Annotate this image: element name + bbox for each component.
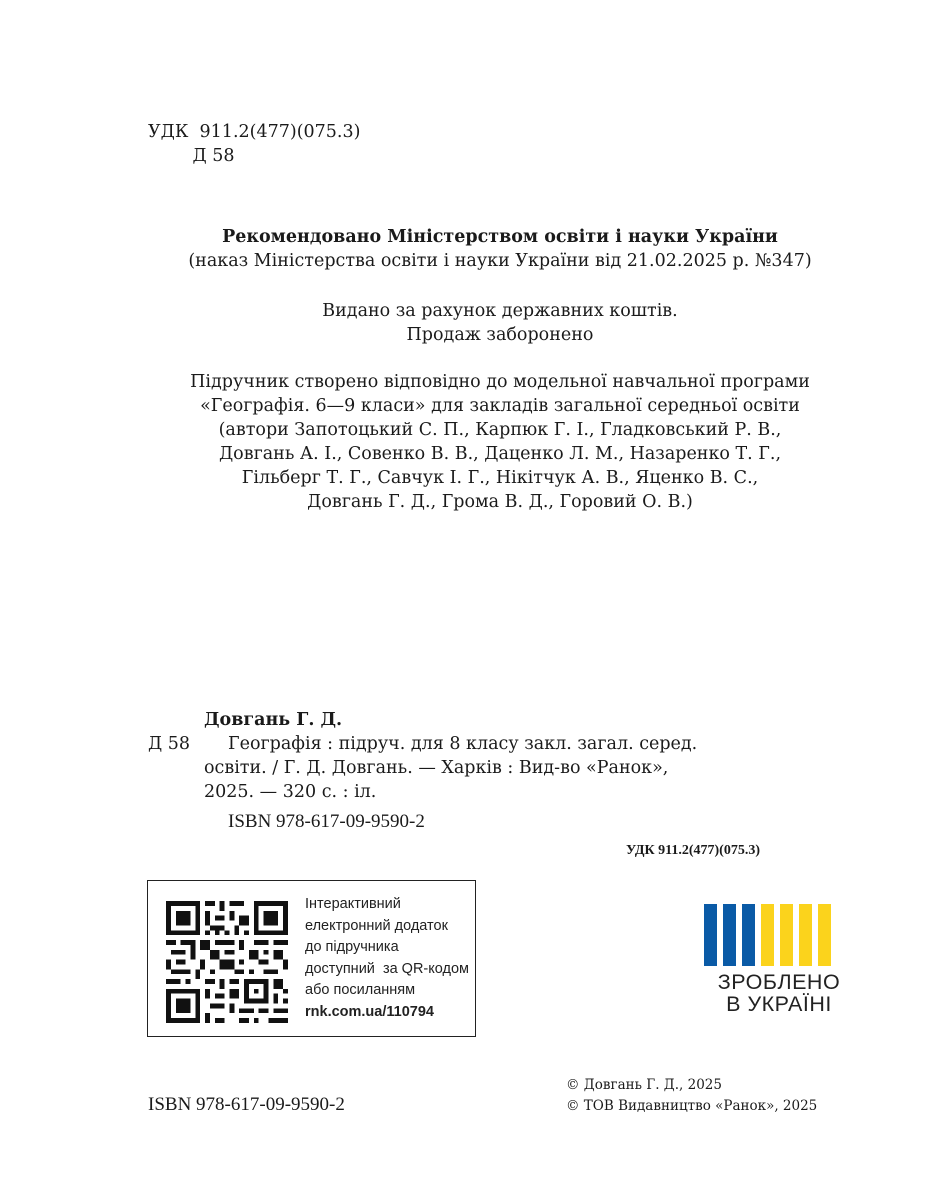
catalog-desc-line: Географія : підруч. для 8 класу закл. загал. серед. bbox=[228, 734, 698, 754]
copyright-block bbox=[566, 1075, 817, 1117]
udc-header bbox=[148, 120, 360, 168]
flag-bar-blue bbox=[742, 904, 755, 966]
flag-bar-yellow bbox=[818, 904, 831, 966]
qr-text-line: електронний додаток bbox=[305, 917, 448, 934]
program-line: Довгань А. І., Совенко В. В., Даценко Л. М., Назаренко Т. Г., bbox=[218, 444, 782, 464]
qr-text-line: доступний за QR-кодом bbox=[305, 960, 470, 977]
flag-bar-yellow bbox=[780, 904, 793, 966]
qr-code-icon[interactable] bbox=[166, 901, 288, 1023]
catalog-card bbox=[148, 708, 788, 834]
catalog-code: Д 58 bbox=[148, 146, 235, 166]
funding-block bbox=[140, 299, 860, 347]
sale-prohibited-note: Продаж заборонено bbox=[406, 325, 594, 345]
recommendation-order: (наказ Міністерства освіти і науки України від 21.02.2025 р. №347) bbox=[188, 251, 812, 271]
made-in-ukraine-logo bbox=[704, 904, 854, 1015]
qr-text-line: до підручника bbox=[305, 939, 399, 955]
qr-info-box bbox=[147, 880, 476, 1037]
catalog-desc-line: 2025. — 320 с. : іл. bbox=[204, 782, 377, 802]
catalog-desc-line: освіти. / Г. Д. Довгань. — Харків : Вид-во «Ранок», bbox=[204, 758, 669, 778]
program-block bbox=[120, 370, 880, 514]
copyright-author: © Довгань Г. Д., 2025 bbox=[566, 1077, 722, 1093]
qr-text-line: або посиланням bbox=[305, 982, 416, 998]
flag-bar-yellow bbox=[761, 904, 774, 966]
isbn-footer: ISBN 978-617-09-9590-2 bbox=[148, 1094, 345, 1115]
flag-bar-blue bbox=[723, 904, 736, 966]
recommendation-block bbox=[140, 225, 860, 273]
qr-link[interactable]: rnk.com.ua/110794 bbox=[305, 1003, 434, 1020]
made-line-1: ЗРОБЛЕНО bbox=[717, 970, 841, 994]
program-line: Гільберг Т. Г., Савчук І. Г., Нікітчук А. В., Яценко В. С., bbox=[241, 468, 759, 488]
qr-text-line: Інтерактивний bbox=[305, 896, 401, 912]
flag-bar-yellow bbox=[799, 904, 812, 966]
catalog-author: Довгань Г. Д. bbox=[204, 710, 343, 730]
udc-footer: УДК 911.2(477)(075.3) bbox=[625, 843, 760, 858]
program-line: «Географія. 6—9 класи» для закладів загальної середньої освіти bbox=[200, 396, 800, 416]
ukraine-flag-bars-icon bbox=[704, 904, 854, 966]
program-line: Довгань Г. Д., Грома В. Д., Горовий О. В.) bbox=[307, 492, 693, 512]
program-line: Підручник створено відповідно до модельної навчальної програми bbox=[190, 372, 810, 392]
funding-note: Видано за рахунок державних коштів. bbox=[322, 301, 678, 321]
udc-code: УДК 911.2(477)(075.3) bbox=[148, 122, 361, 142]
catalog-isbn: ISBN 978-617-09-9590-2 bbox=[228, 811, 425, 832]
made-line-2: В УКРАЇНІ bbox=[726, 992, 832, 1016]
program-line: (автори Запотоцький С. П., Карпюк Г. І., Гладковський Р. В., bbox=[218, 420, 782, 440]
copyright-publisher: © ТОВ Видавництво «Ранок», 2025 bbox=[566, 1098, 818, 1114]
catalog-card-code: Д 58 bbox=[148, 734, 191, 754]
recommendation-title: Рекомендовано Міністерством освіти і науки України bbox=[222, 227, 778, 247]
made-in-ukraine-text bbox=[704, 971, 854, 1015]
qr-description bbox=[305, 894, 475, 1023]
flag-bar-blue bbox=[704, 904, 717, 966]
catalog-description bbox=[204, 732, 698, 804]
